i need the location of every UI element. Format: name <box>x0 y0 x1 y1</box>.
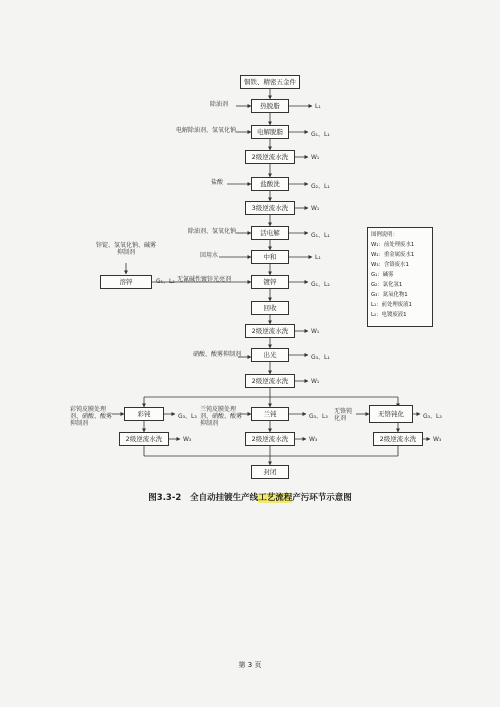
input-label-degreaser: 除油剂 <box>210 101 229 108</box>
caption-text-after: 产污环节示意图 <box>292 493 352 503</box>
output-label-chromium-free-wash: W₃ <box>433 436 442 443</box>
caption-highlight: 工艺流程 <box>258 493 293 503</box>
output-label-blue-passivation-wash: W₃ <box>309 436 318 443</box>
output-label-11: G₃、L₁ <box>311 354 330 361</box>
figure-caption <box>0 491 500 503</box>
output-label-7: L₁ <box>315 254 321 261</box>
process-box-start: 铜铁、精密五金件 <box>240 75 300 89</box>
input-label-recycled-water: 回用水 <box>200 252 219 259</box>
process-box-zinc-dissolve: 溶锌 <box>100 275 152 289</box>
legend-item: W₁：前处理废水1 <box>371 242 415 248</box>
output-label-8: G₁、L₂ <box>311 281 330 288</box>
output-label-3: W₁ <box>311 154 320 161</box>
output-label-4: G₂、L₁ <box>311 183 330 190</box>
process-box-brighten: 出光 <box>251 348 289 362</box>
process-box-recovery: 回收 <box>251 301 289 315</box>
legend-title: 图例说明： <box>371 232 398 238</box>
process-box-wash-1: 2级逆流水洗 <box>245 150 295 164</box>
legend-item: G₃：氮氧化物1 <box>371 292 408 298</box>
legend-box <box>367 227 433 327</box>
input-label-brightener: 无氰碱性镀锌光亮剂 <box>177 276 232 283</box>
process-box-wash-3: 2级逆流水洗 <box>245 324 295 338</box>
output-label-zinc-dissolve: G₁、L₂ <box>156 278 175 285</box>
output-label-6: G₁、L₁ <box>311 232 330 239</box>
process-box-zinc-plating: 镀锌 <box>251 275 289 289</box>
legend-item: W₃：含铬废水1 <box>371 262 409 268</box>
figure-number: 图3.3-2 <box>148 493 182 503</box>
process-box-blue-passivation: 兰钝 <box>251 407 289 421</box>
input-label-blue-passivation: 兰钝皮膜处理剂、硝酸、酸雾抑制剂 <box>200 406 243 427</box>
process-box-chromium-free-wash: 2级逆流水洗 <box>373 432 423 446</box>
process-box-seal: 封闭 <box>251 465 289 479</box>
process-box-wash-4: 2级逆流水洗 <box>245 374 295 388</box>
legend-item: L₂：电镀废液1 <box>371 312 407 318</box>
process-box-wash-2: 3级逆流水洗 <box>245 201 295 215</box>
output-label-2: G₁、L₁ <box>311 131 330 138</box>
process-box-activation: 活电解 <box>251 226 289 240</box>
process-box-neutralize: 中和 <box>251 250 289 264</box>
process-box-acid-wash: 盐酸洗 <box>251 177 289 191</box>
input-label-hydrochloric-acid: 盐酸 <box>211 179 224 186</box>
legend-item: W₂：重金属废水1 <box>371 252 415 258</box>
output-label-color-passivation-wash: W₃ <box>183 436 192 443</box>
output-label-blue-passivation: G₃、L₃ <box>309 413 328 420</box>
process-box-electro-degrease: 电解脱脂 <box>251 125 289 139</box>
output-label-5: W₁ <box>311 205 320 212</box>
process-box-color-passivation-wash: 2级逆流水洗 <box>119 432 169 446</box>
output-label-1: L₁ <box>315 103 321 110</box>
legend-item: G₁：碱雾 <box>371 272 394 278</box>
output-label-12: W₁ <box>311 378 320 385</box>
legend-item: L₁：前处理废液1 <box>371 302 412 308</box>
output-label-chromium-free: G₃、L₃ <box>423 413 442 420</box>
input-label-activation-agent: 除油剂、氢氧化钠 <box>188 228 237 235</box>
input-label-chromium-free-agent: 无铬钝化剂 <box>334 408 353 422</box>
input-label-electro-degreaser: 电解除油剂、氢氧化钠 <box>176 127 237 134</box>
process-box-chromium-free-passivation: 无铬钝化 <box>369 405 413 423</box>
input-label-zinc-ingot: 锌锭、氢氧化钠、碱雾抑制剂 <box>95 242 156 256</box>
caption-text-before: 全自动挂镀生产线 <box>190 493 259 503</box>
legend-item: G₂：氯化氢1 <box>371 282 403 288</box>
process-box-blue-passivation-wash: 2级逆流水洗 <box>245 432 295 446</box>
page-number: 第 3 页 <box>238 661 262 669</box>
output-label-color-passivation: G₃、L₃ <box>178 413 197 420</box>
process-box-color-passivation: 彩钝 <box>124 407 164 421</box>
process-box-hot-degrease: 热脱脂 <box>251 99 289 113</box>
input-label-nitric-acid: 硝酸、酸雾抑制剂 <box>193 351 242 358</box>
input-label-color-passivation: 彩钝皮膜处理剂、硝酸、酸雾抑制剂 <box>70 406 113 427</box>
output-label-10: W₁ <box>311 328 320 335</box>
